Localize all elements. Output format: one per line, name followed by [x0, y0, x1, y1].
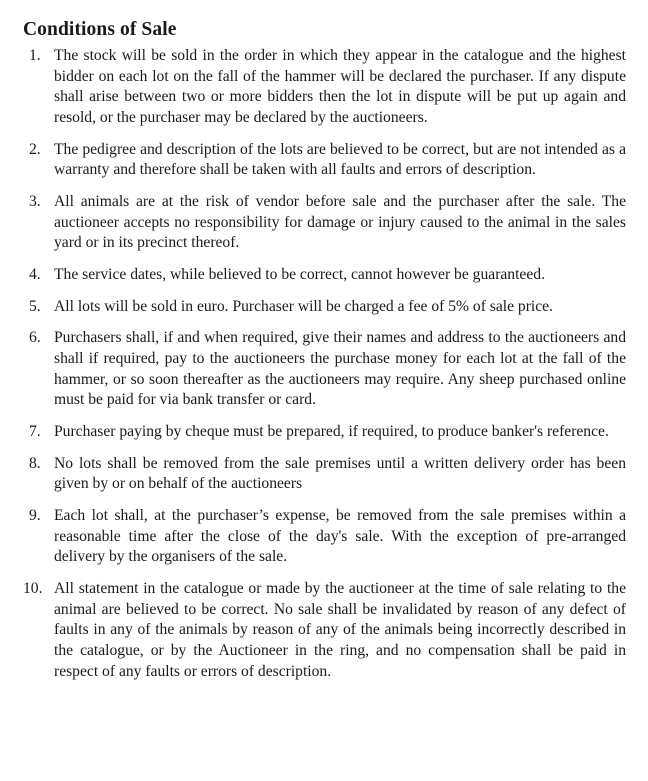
- condition-item-8: [23, 454, 626, 495]
- condition-number: 2.: [29, 140, 41, 158]
- condition-number: 9.: [29, 507, 41, 525]
- condition-number: 3.: [29, 192, 41, 210]
- condition-item-2: [23, 140, 626, 181]
- condition-text: Each lot shall, at the purchaser’s expense, be removed from the sale premises within a reasonable time after the close of the day's sale. With the exception of pre-arranged delivery by the organisers of the sale.: [54, 507, 626, 566]
- condition-item-1: [23, 46, 626, 128]
- condition-item-9: [23, 506, 626, 568]
- condition-text: All statement in the catalogue or made by the auctioneer at the time of sale relating to the animal are believed to be correct. No sale shall be invalidated by reason of any defect of faults in any of the animals by reason of any of the animals being incorrectly described in the catalogue, or by the Auctioneer in the ring, and no compensation shall be paid in respect of any faults or errors of description.: [54, 580, 626, 680]
- condition-text: No lots shall be removed from the sale premises until a written delivery order has been given by or on behalf of the auctioneers: [54, 454, 626, 493]
- condition-number: 10.: [23, 580, 43, 598]
- condition-number: 8.: [29, 454, 41, 472]
- condition-item-5: [23, 297, 626, 318]
- condition-item-6: [23, 328, 626, 410]
- condition-text: The service dates, while believed to be correct, cannot however be guaranteed.: [54, 265, 545, 283]
- condition-number: 5.: [29, 297, 41, 315]
- condition-number: 7.: [29, 423, 41, 441]
- condition-number: 4.: [29, 265, 41, 283]
- condition-text: Purchasers shall, if and when required, give their names and address to the auctioneers and shall if required, pay to the auctioneers the purchase money for each lot at the fall of the hammer, or so soon thereafter as the auctioneers may require. Any sheep purchased online must be paid for via bank transfer or card.: [54, 329, 626, 409]
- condition-item-3: [23, 192, 626, 254]
- condition-text: The pedigree and description of the lots are believed to be correct, but are not intended as a warranty and therefore shall be taken with all faults and errors of description.: [54, 140, 626, 179]
- condition-text: Purchaser paying by cheque must be prepared, if required, to produce banker's reference.: [54, 423, 609, 441]
- condition-item-4: [23, 265, 626, 286]
- condition-text: All animals are at the risk of vendor before sale and the purchaser after the sale. The auctioneer accepts no responsibility for damage or injury caused to the animal in the sales yard or in its precinct thereof.: [54, 192, 626, 252]
- page-title: Conditions of Sale: [23, 19, 177, 40]
- condition-number: 1.: [29, 47, 41, 64]
- condition-text: All lots will be sold in euro. Purchaser will be charged a fee of 5% of sale price.: [54, 297, 553, 315]
- condition-item-10: [23, 579, 626, 682]
- condition-number: 6.: [29, 329, 41, 347]
- condition-text: The stock will be sold in the order in which they appear in the catalogue and the highest bidder on each lot on the fall of the hammer will be declared the purchaser. If any dispute shall arise between two or more bidders then the lot in dispute will be put up again and resold, or the purchaser may be declared by the auctioneers.: [54, 47, 626, 126]
- condition-item-7: [23, 422, 626, 443]
- conditions-list: [23, 46, 626, 682]
